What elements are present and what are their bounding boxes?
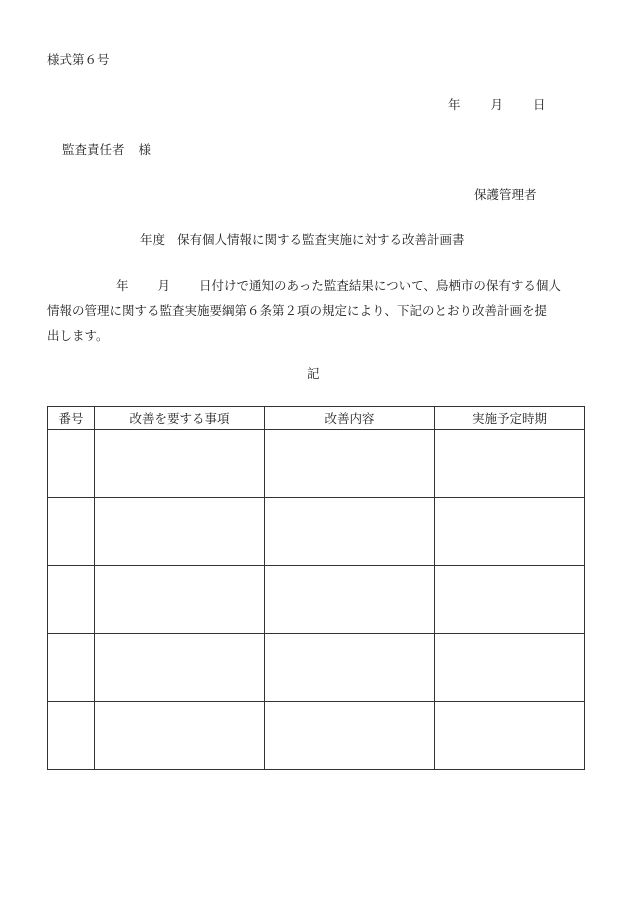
table-row (48, 498, 585, 566)
addressee (62, 140, 151, 158)
body-year-label: 年 (116, 278, 129, 293)
cell-issue[interactable] (95, 430, 265, 498)
cell-schedule[interactable] (435, 702, 585, 770)
cell-issue[interactable] (95, 702, 265, 770)
cell-schedule[interactable] (435, 430, 585, 498)
cell-number[interactable] (48, 498, 95, 566)
addressee-name: 監査責任者 (62, 142, 125, 157)
table-row (48, 566, 585, 634)
date-day-label: 日 (533, 97, 546, 112)
cell-issue[interactable] (95, 498, 265, 566)
body-paragraph (47, 273, 587, 348)
header-improvement: 改善内容 (265, 407, 435, 430)
cell-issue[interactable] (95, 566, 265, 634)
form-number: 様式第６号 (47, 52, 110, 67)
header-number: 番号 (48, 407, 95, 430)
document-title-text: 保有個人情報に関する監査実施に対する改善計画書 (177, 232, 465, 247)
table-row (48, 634, 585, 702)
ki-heading: 記 (307, 366, 320, 381)
cell-improvement[interactable] (265, 430, 435, 498)
cell-schedule[interactable] (435, 498, 585, 566)
body-line-3: 出します。 (47, 328, 109, 343)
date-year-label: 年 (448, 97, 461, 112)
cell-number[interactable] (48, 634, 95, 702)
table-row (48, 430, 585, 498)
cell-issue[interactable] (95, 634, 265, 702)
cell-improvement[interactable] (265, 702, 435, 770)
cell-improvement[interactable] (265, 566, 435, 634)
header-issue: 改善を要する事項 (95, 407, 265, 430)
sender-title: 保護管理者 (474, 187, 537, 202)
cell-improvement[interactable] (265, 498, 435, 566)
cell-schedule[interactable] (435, 566, 585, 634)
cell-number[interactable] (48, 430, 95, 498)
table-header-row (48, 407, 585, 430)
document-title-prefix: 年度 (140, 232, 166, 247)
addressee-honorific: 様 (138, 142, 152, 157)
date-line (448, 95, 546, 113)
table-row (48, 702, 585, 770)
date-month-label: 月 (490, 97, 504, 112)
cell-number[interactable] (48, 566, 95, 634)
body-month-label: 月 (157, 278, 171, 293)
cell-number[interactable] (48, 702, 95, 770)
improvement-plan-table (47, 406, 585, 770)
body-line-1-text: 日付けで通知のあった監査結果について、鳥栖市の保有する個人 (199, 278, 561, 293)
cell-schedule[interactable] (435, 634, 585, 702)
body-line-2: 情報の管理に関する監査実施要綱第６条第２項の規定により、下記のとおり改善計画を提 (47, 303, 548, 318)
header-schedule: 実施予定時期 (435, 407, 585, 430)
document-title (140, 230, 465, 248)
cell-improvement[interactable] (265, 634, 435, 702)
body-line-1 (47, 273, 587, 298)
